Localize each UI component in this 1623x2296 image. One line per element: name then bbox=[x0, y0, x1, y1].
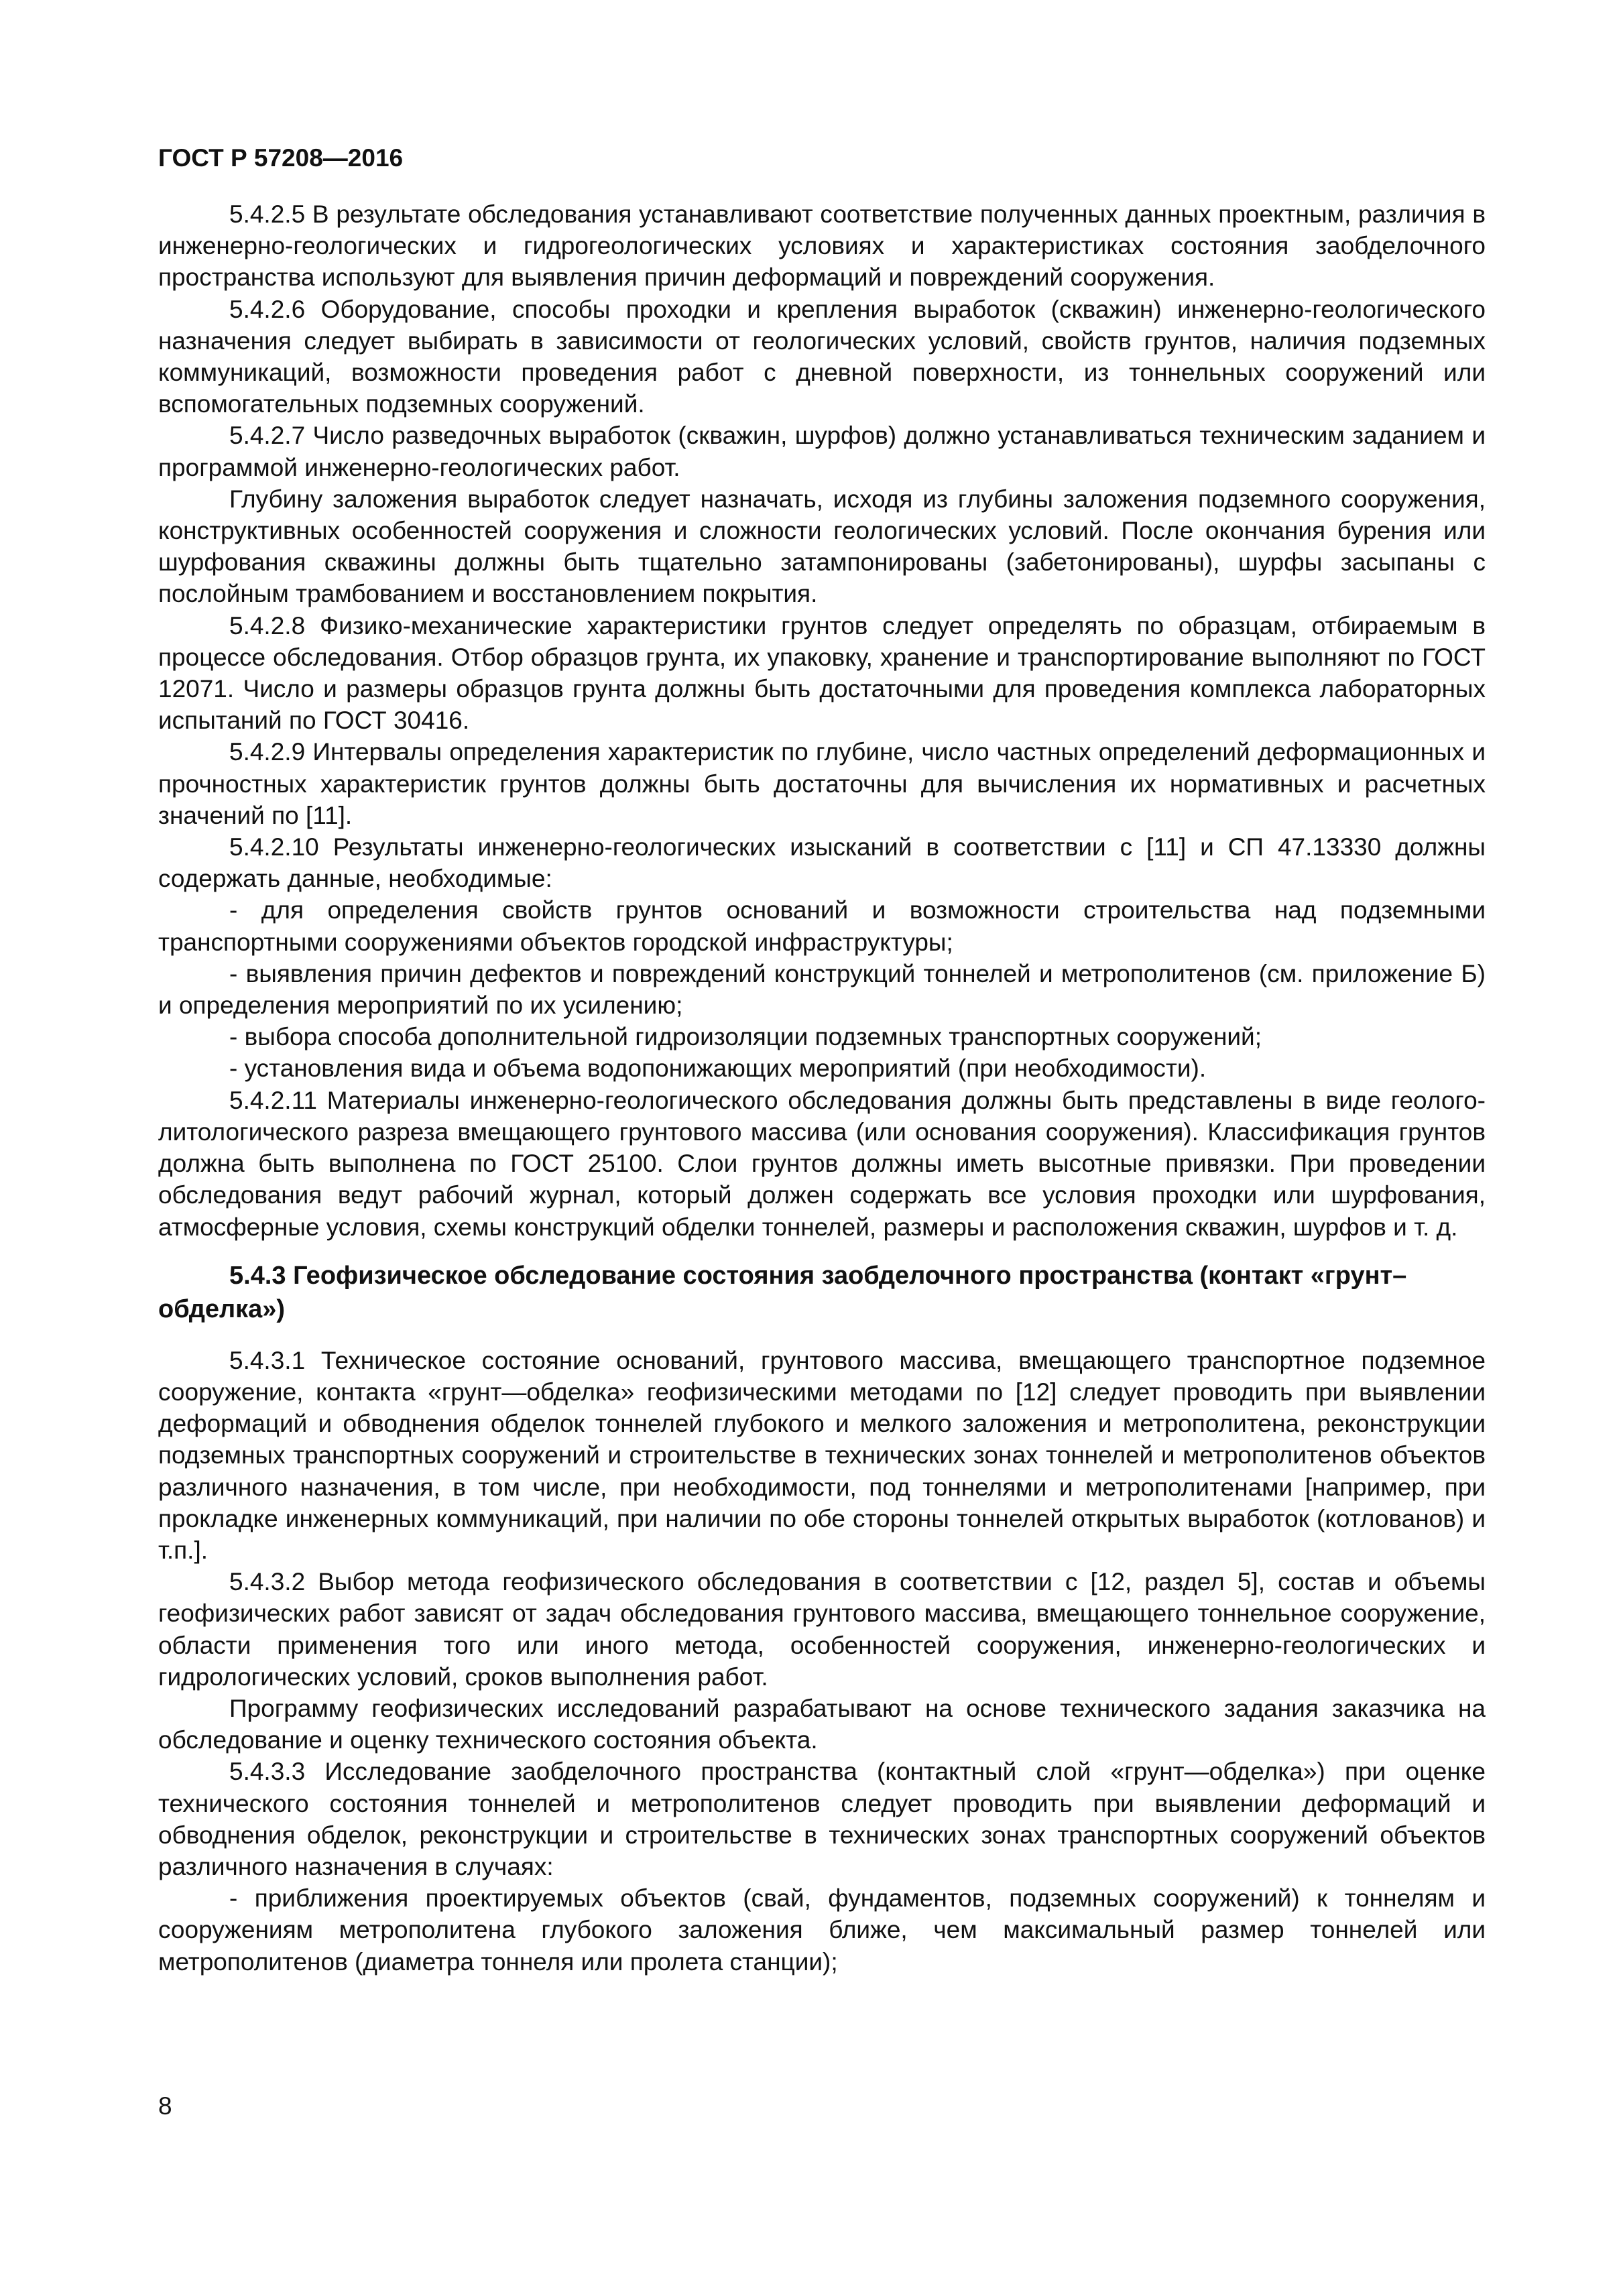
paragraph-5-4-3-2: 5.4.3.2 Выбор метода геофизического обследования в соответствии с [12, раздел 5], состав и объемы геофизических работ зависят от задач обследования грунтового массива, вмещающего тоннельное сооружение, области применения того или иного метода, особенностей сооружения, инженерно-геологических и гидрологических условий, сроков выполнения работ. bbox=[158, 1568, 1486, 1691]
list-item-dewatering: - установления вида и объема водопонижающих мероприятий (при необходимости). bbox=[229, 1054, 1207, 1083]
paragraph-5-4-2-9: 5.4.2.9 Интервалы определения характеристик по глубине, число частных определений деформационных и прочностных характеристик грунтов должны быть достаточны для вычисления их нормативных и расчетных значений по [11]. bbox=[158, 738, 1486, 829]
paragraph-5-4-3-1: 5.4.3.1 Техническое состояние оснований, грунтового массива, вмещающего транспортное подземное сооружение, контакта «грунт—обделка» геофизическими методами по [12] следует проводить при выявлении деформаций и обводнения обделок тоннелей глубокого и мелкого заложения и метрополитена, реконструкции подземных транспортных сооружений и строительстве в технических зонах тоннелей и метрополитенов объектов различного назначения, в том числе, при необходимости, под тоннелями и метрополитенами [например, при прокладке инженерных коммуникаций, при наличии по обе стороны тоннелей открытых выработок (котлованов) и т.п.]. bbox=[158, 1346, 1486, 1564]
paragraph-5-4-2-8: 5.4.2.8 Физико-механические характеристики грунтов следует определять по образцам, отбираемым в процессе обследования. Отбор образцов грунта, их упаковку, хранение и транспортирование выполняют по ГОСТ 12071. Число и размеры образцов грунта должны быть достаточными для проведения комплекса лабораторных испытаний по ГОСТ 30416. bbox=[158, 611, 1486, 735]
paragraph-depth: Глубину заложения выработок следует назначать, исходя из глубины заложения подземного сооружения, конструктивных особенностей сооружения и сложности геологических условий. После окончания бурения или шурфования скважины должны быть тщательно затампонированы (забетонированы), шурфы засыпаны с послойным трамбованием и восстановлением покрытия. bbox=[158, 485, 1486, 608]
paragraph-5-4-2-6: 5.4.2.6 Оборудование, способы проходки и крепления выработок (скважин) инженерно-геологического назначения следует выбирать в зависимости от геологических условий, свойств грунтов, наличия подземных коммуникаций, возможности проведения работ с дневной поверхности, из тоннельных сооружений или вспомогательных подземных сооружений. bbox=[158, 295, 1486, 418]
list-item-defect-causes: - выявления причин дефектов и повреждений конструкций тоннелей и метрополитенов (см. приложение Б) и определения мероприятий по их усилению; bbox=[158, 959, 1486, 1020]
paragraph-5-4-2-11: 5.4.2.11 Материалы инженерно-геологического обследования должны быть представлены в виде геолого-литологического разреза вмещающего грунтового массива (или основания сооружения). Классификация грунтов должна быть выполнена по ГОСТ 25100. Слои грунтов должны иметь высотные привязки. При проведении обследования ведут рабочий журнал, который должен содержать все условия проходки или шурфования, атмосферные условия, схемы конструкций обделки тоннелей, размеры и расположения скважин, шурфов и т. д. bbox=[158, 1086, 1486, 1241]
paragraph-5-4-2-7: 5.4.2.7 Число разведочных выработок (скважин, шурфов) должно устанавливаться техническим заданием и программой инженерно-геологических работ. bbox=[158, 422, 1486, 481]
body-text bbox=[158, 198, 1486, 1978]
list-item-soil-properties: - для определения свойств грунтов оснований и возможности строительства над подземными транспортными сооружениями объектов городской инфраструктуры; bbox=[158, 896, 1486, 956]
paragraph-5-4-2-5: 5.4.2.5 В результате обследования устанавливают соответствие полученных данных проектным, различия в инженерно-геологических и гидрогеологических условиях и характеристиках состояния заобделочного пространства используют для выявления причин деформаций и повреждений сооружения. bbox=[158, 200, 1486, 292]
list-item-proximity: - приближения проектируемых объектов (свай, фундаментов, подземных сооружений) к тоннелям и сооружениям метрополитена глубокого заложения ближе, чем максимальный размер тоннелей или метрополитенов (диаметра тоннеля или пролета станции); bbox=[158, 1884, 1486, 1976]
document-code-header: ГОСТ Р 57208—2016 bbox=[158, 144, 404, 172]
section-heading-5-4-3: 5.4.3 Геофизическое обследование состояния заобделочного пространства (контакт «грунт–обделка») bbox=[158, 1261, 1407, 1323]
list-item-waterproofing: - выбора способа дополнительной гидроизоляции подземных транспортных сооружений; bbox=[229, 1023, 1262, 1051]
page-number: 8 bbox=[158, 2092, 172, 2120]
document-page bbox=[158, 141, 1486, 1978]
paragraph-5-4-2-10: 5.4.2.10 Результаты инженерно-геологических изысканий в соответствии с [11] и СП 47.13330 должны содержать данные, необходимые: bbox=[158, 833, 1486, 893]
paragraph-program: Программу геофизических исследований разрабатывают на основе технического задания заказчика на обследование и оценку технического состояния объекта. bbox=[158, 1694, 1486, 1754]
paragraph-5-4-3-3: 5.4.3.3 Исследование заобделочного пространства (контактный слой «грунт—обделка») при оценке технического состояния тоннелей и метрополитенов следует проводить при выявлении деформаций и обводнения обделок, реконструкции и строительстве в технических зонах транспортных сооружений объектов различного назначения в случаях: bbox=[158, 1758, 1486, 1880]
